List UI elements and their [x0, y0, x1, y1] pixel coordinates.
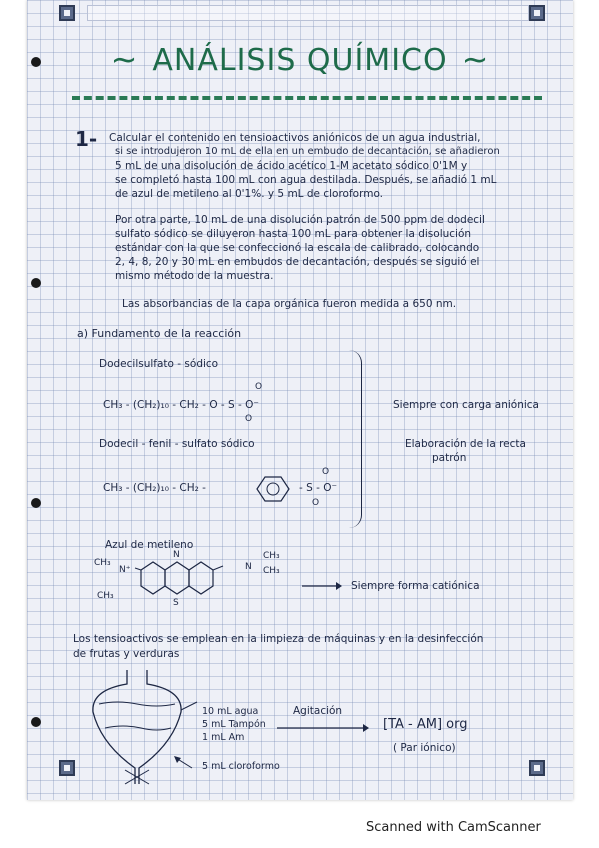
anionic-note: Siempre con carga aniónica	[393, 399, 539, 411]
oxygen-label: O	[312, 498, 320, 508]
compound-formula: CH₃ - (CH₂)₁₀ - CH₂ -	[103, 482, 206, 494]
cationic-note: Siempre forma catiónica	[351, 580, 480, 592]
paragraph-line: mismo método de la muestra.	[115, 270, 274, 282]
tilde-decoration-icon: ~	[110, 40, 139, 78]
oxygen-label: O	[322, 467, 330, 477]
uses-line: de frutas y verduras	[73, 648, 180, 660]
compound-name: Dodecilsulfato - sódico	[99, 358, 219, 370]
corner-marker-icon	[59, 760, 75, 776]
problem-line: Calcular el contenido en tensioactivos aniónicos de un agua industrial,	[109, 132, 481, 144]
arrow-right-icon	[302, 580, 342, 592]
methylene-blue-structure-icon	[135, 548, 245, 608]
methyl-label: CH₃	[94, 558, 111, 568]
funnel-content: 1 mL Am	[202, 732, 245, 743]
problem-line: si se introdujeron 10 mL de ella en un embudo de decantación, se añadieron	[115, 146, 500, 157]
pointer-arrow-icon	[179, 700, 199, 712]
paragraph-line: Por otra parte, 10 mL de una disolución patrón de 500 ppm de dodecil	[115, 214, 485, 226]
grouping-brace	[349, 350, 362, 528]
corner-marker-icon	[529, 5, 545, 21]
compound-name: Dodecil - fenil - sulfato sódico	[99, 438, 255, 450]
problem-line: 5 mL de una disolución de ácido acético 1-M acetato sódico 0'1M y	[115, 160, 468, 172]
benzene-ring-icon	[247, 474, 297, 504]
oxygen-label: O	[245, 414, 253, 424]
notebook-page	[27, 0, 573, 800]
ion-pair-note: ( Par iónico)	[393, 742, 456, 754]
methyl-label: CH₃	[263, 566, 280, 576]
oxygen-label: O	[255, 382, 263, 392]
problem-line: de azul de metileno al 0'1%. y 5 mL de cloroformo.	[115, 188, 384, 200]
reaction-arrow-icon	[277, 722, 369, 734]
header-bar	[87, 5, 529, 21]
chloroform-label: 5 mL cloroformo	[202, 761, 280, 772]
compound-formula: CH₃ - (CH₂)₁₀ - CH₂ - O - S - O⁻	[103, 399, 259, 411]
ring-sulfur-label: S	[173, 598, 179, 608]
problem-line: se completó hasta 100 mL con agua destilada. Después, se añadió 1 mL	[115, 174, 497, 186]
methyl-label: CH₃	[263, 551, 280, 561]
corner-marker-icon	[59, 5, 75, 21]
agitation-label: Agitación	[293, 705, 343, 717]
page-title	[27, 40, 573, 78]
pointer-arrow-icon	[172, 756, 194, 770]
title-underline	[72, 96, 542, 106]
paragraph-line: Las absorbancias de la capa orgánica fueron medida a 650 nm.	[122, 298, 457, 310]
binder-hole	[31, 498, 41, 508]
uses-line: Los tensioactivos se emplean en la limpieza de máquinas y en la desinfección	[73, 633, 484, 645]
paragraph-line: 2, 4, 8, 20 y 30 mL en embudos de decantación, después se siguió el	[115, 256, 480, 268]
binder-hole	[31, 717, 41, 727]
corner-marker-icon	[529, 760, 545, 776]
funnel-content: 5 mL Tampón	[202, 719, 266, 730]
title-text: ANÁLISIS QUÍMICO	[152, 43, 448, 78]
section-heading: a) Fundamento de la reacción	[77, 327, 242, 340]
funnel-content: 10 mL agua	[202, 706, 259, 717]
nitrogen-label: N	[245, 562, 252, 572]
methyl-label: CH₃	[97, 591, 114, 601]
section-number: 1-	[75, 127, 98, 151]
ring-nitrogen-label: N	[173, 550, 180, 560]
dye-name: Azul de metileno	[105, 539, 194, 551]
compound-formula: - S - O⁻	[299, 482, 338, 494]
tilde-decoration-icon: ~	[461, 40, 490, 78]
scanner-watermark: Scanned with CamScanner	[366, 820, 541, 835]
calibration-note: patrón	[432, 452, 467, 464]
nitrogen-label: N⁺	[119, 565, 131, 575]
binder-hole	[31, 278, 41, 288]
paragraph-line: sulfato sódico se diluyeron hasta 100 mL para obtener la disolución	[115, 228, 472, 240]
ion-pair-product: [TA - AM] org	[383, 717, 468, 732]
calibration-note: Elaboración de la recta	[405, 438, 526, 450]
paragraph-line: estándar con la que se confeccionó la escala de calibrado, colocando	[115, 242, 480, 254]
